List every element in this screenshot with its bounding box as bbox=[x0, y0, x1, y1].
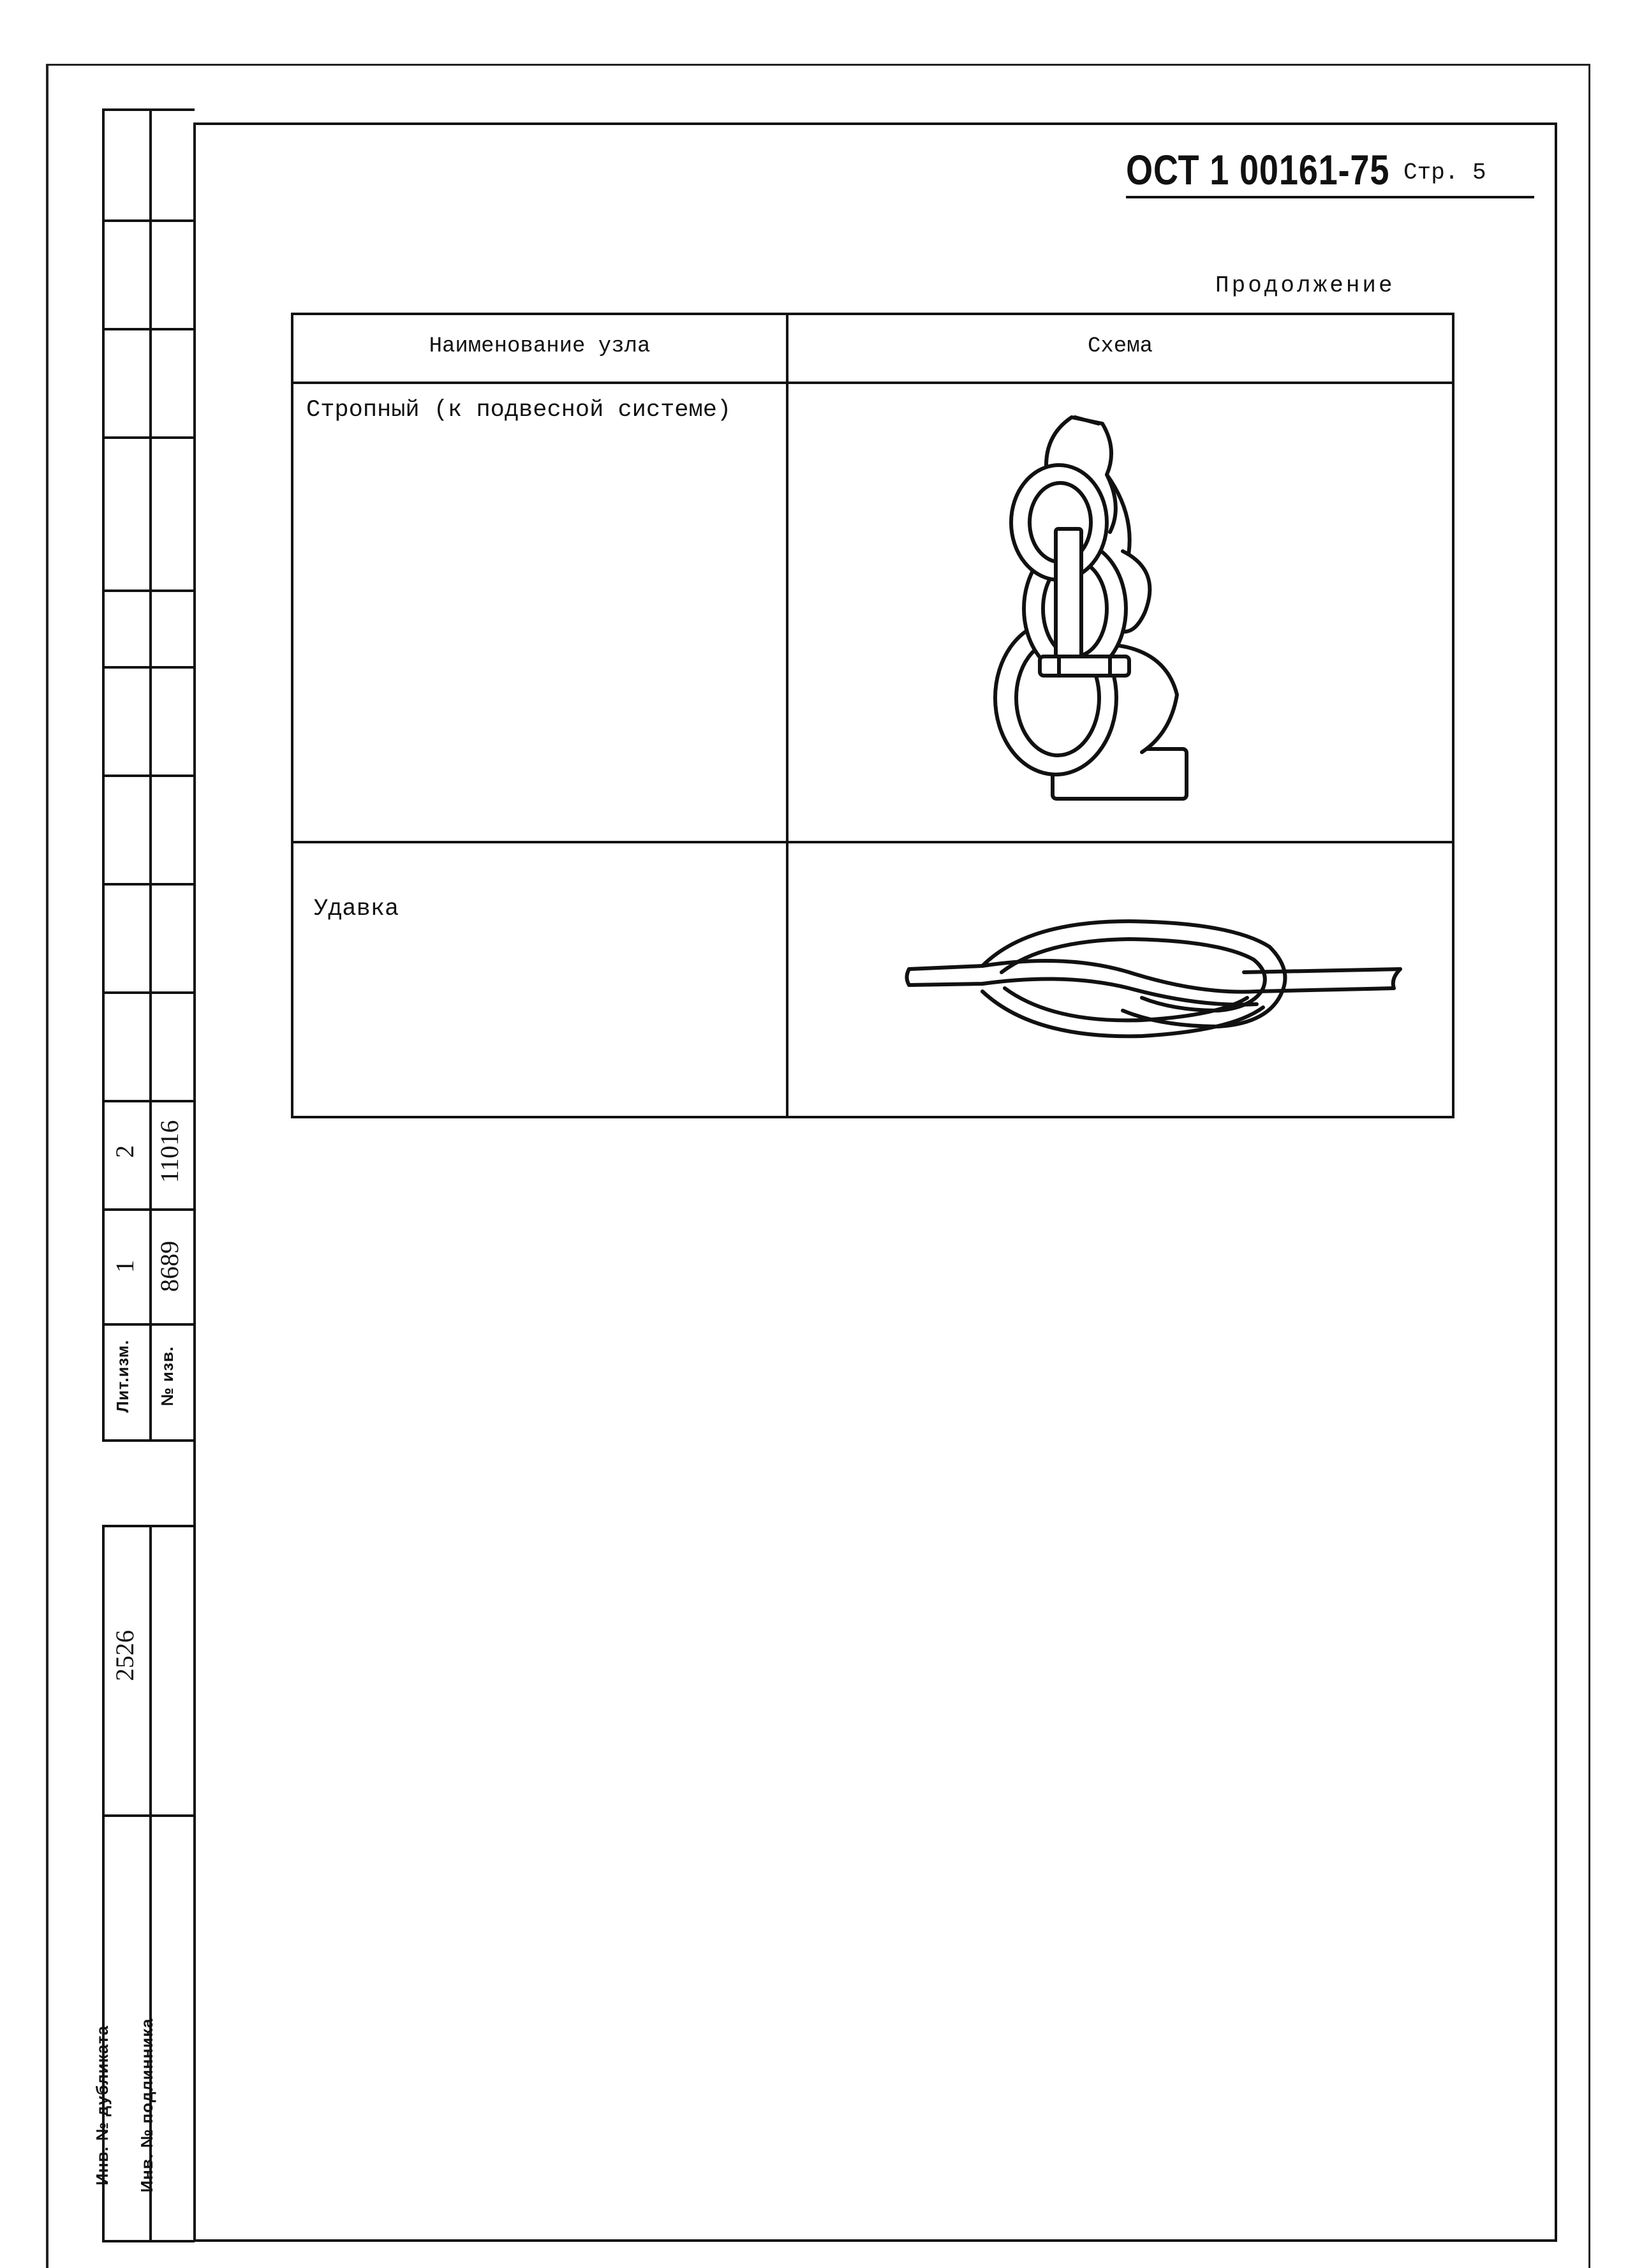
page-edge-right bbox=[1588, 64, 1590, 2268]
line-knot-diagram-icon bbox=[951, 404, 1218, 806]
strangle-knot-diagram-icon bbox=[899, 908, 1410, 1049]
notice-no-label: № изв. bbox=[158, 1345, 177, 1407]
original-inventory-value: 2526 bbox=[110, 1630, 139, 1681]
continuation-label: Продолжение bbox=[1215, 272, 1395, 299]
knot-table bbox=[291, 313, 1454, 1118]
original-inventory-label: Инв. № подлинника bbox=[137, 2018, 156, 2193]
revision-2-letter: 2 bbox=[110, 1145, 139, 1158]
page-edge-left bbox=[46, 64, 48, 2268]
column-header-name: Наименование узла bbox=[429, 334, 651, 359]
change-letter-label: Лит.изм. bbox=[113, 1339, 132, 1413]
header-underline bbox=[1126, 196, 1534, 198]
row-1-name: Стропный (к подвесной системе) bbox=[306, 397, 732, 424]
revision-1-letter: 1 bbox=[110, 1260, 139, 1273]
column-header-schema: Схема bbox=[1087, 334, 1153, 359]
page-edge-top bbox=[46, 64, 1590, 66]
row-2-name: Удавка bbox=[314, 896, 399, 923]
page-number: Стр. 5 bbox=[1403, 159, 1486, 186]
standard-code: ОСТ 1 00161-75 bbox=[1126, 146, 1390, 193]
revision-1-notice: 8689 bbox=[155, 1241, 184, 1292]
revision-2-notice: 11016 bbox=[155, 1120, 184, 1183]
duplicate-inventory-label: Инв. № дубликата bbox=[93, 2025, 112, 2186]
